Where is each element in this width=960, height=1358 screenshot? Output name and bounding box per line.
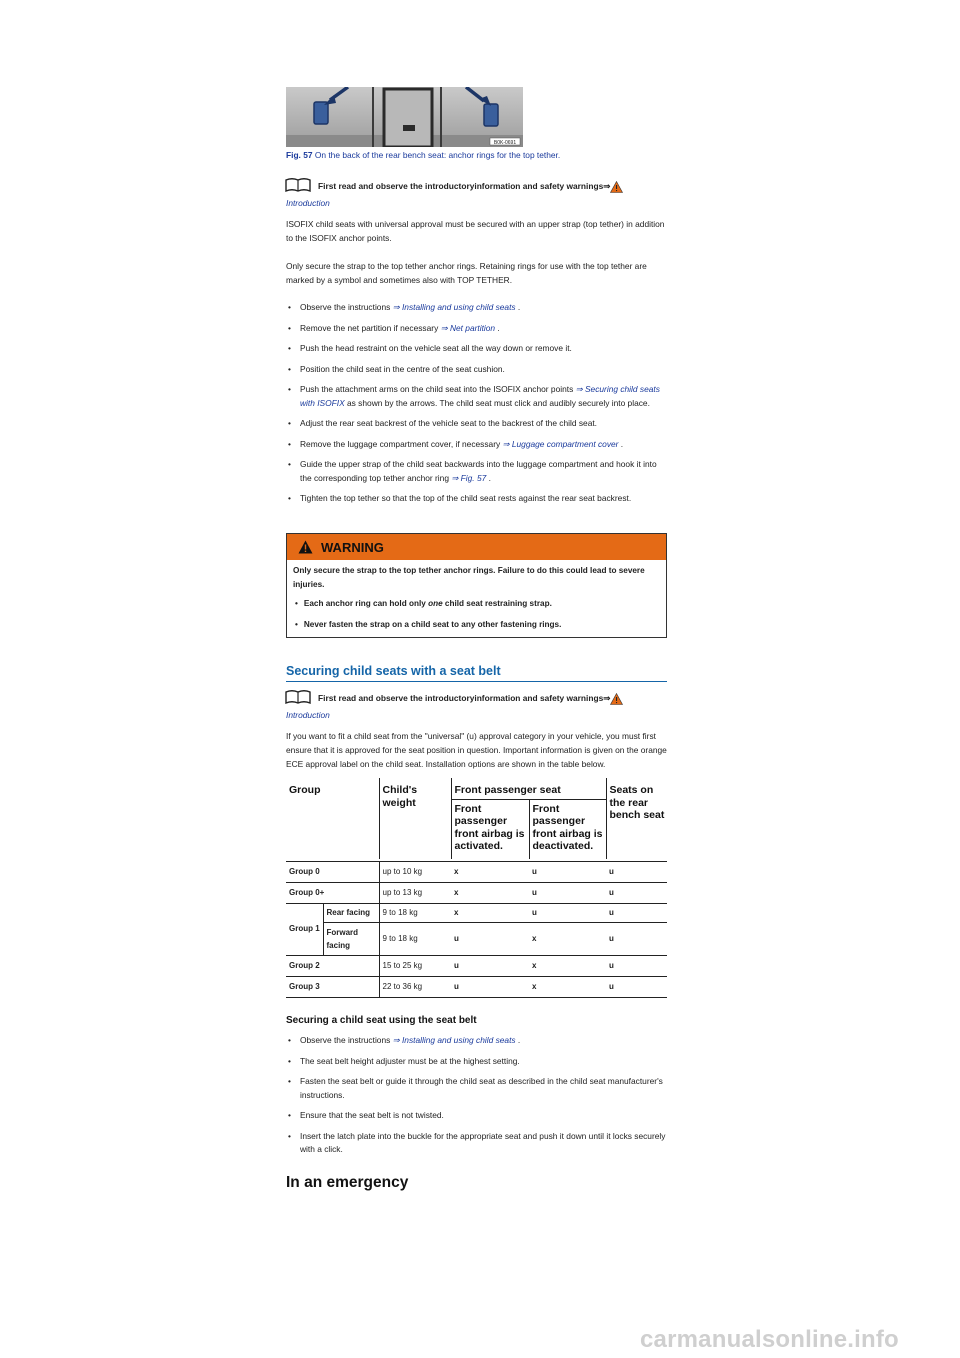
table-row: Group 0+ up to 13 kg x u u <box>286 882 667 903</box>
figure-image <box>286 87 523 147</box>
isofix-paragraph: ISOFIX child seats with universal approval must be secured with an upper strap (top tether) in addition to the ISOFIX anchor points. <box>286 219 665 243</box>
figure-code: B0K-0691 <box>493 139 517 146</box>
link-installing-child-seats[interactable]: ⇒ Installing and using child seats <box>392 1035 516 1045</box>
subtitle-seat-belt: Securing a child seat using the seat belt <box>286 1015 477 1026</box>
header-front-passenger: Front passenger seat <box>451 778 606 799</box>
warning-triangle-icon <box>610 181 623 193</box>
figure-caption-text: On the back of the rear bench seat: anchor rings for the top tether. <box>314 150 561 160</box>
list-item: • Adjust the rear seat backrest of the vehicle seat to the backrest of the child seat. <box>286 417 670 431</box>
list-item: • Push the head restraint on the vehicle seat all the way down or remove it. <box>286 342 670 356</box>
list-item: • Push the attachment arms on the child seat into the ISOFIX anchor points ⇒ Securing child seats with ISOFIX as shown by the arrows. The child seat must click and audibly securely into place. <box>286 383 670 410</box>
list-item: • Position the child seat in the centre of the seat cushion. <box>286 363 670 377</box>
warning-title: WARNING <box>321 539 384 555</box>
list-item: • Tighten the top tether so that the top of the child seat rests against the rear seat backrest. <box>286 492 670 506</box>
child-seat-table <box>286 778 667 998</box>
list-item: • Observe the instructions ⇒ Installing and using child seats . <box>286 1034 670 1048</box>
header-weight: Child's weight <box>379 778 451 859</box>
list-item: • Ensure that the seat belt is not twisted. <box>286 1109 670 1123</box>
list-item: • The seat belt height adjuster must be at the highest setting. <box>286 1055 670 1069</box>
table-row: Group 1 Rear facing 9 to 18 kg x u u <box>286 903 667 922</box>
header-rear-seats: Seats on the rear bench seat <box>606 778 667 859</box>
header-airbag-on: Front passenger front airbag is activated. <box>451 799 529 859</box>
header-group: Group <box>289 784 321 796</box>
installation-steps <box>286 301 670 506</box>
warning-bullet: • Never fasten the strap on a child seat to any other fastening rings. <box>295 620 562 629</box>
heading-emergency: In an emergency <box>286 1174 409 1191</box>
warning-triangle-icon <box>610 693 623 705</box>
note-introduction-link[interactable]: Introduction <box>286 710 330 720</box>
list-item: • Fasten the seat belt or guide it through the child seat as described in the child seat manufacturer's instructions. <box>286 1075 670 1102</box>
warning-text: Only secure the strap to the top tether anchor rings. Failure to do this could lead to severe injuries. <box>293 566 645 589</box>
list-item: • Remove the net partition if necessary ⇒ Net partition . <box>286 322 670 336</box>
warning-header <box>287 534 666 560</box>
table-row: Group 2 15 to 25 kg u x u <box>286 955 667 976</box>
list-item: • Remove the luggage compartment cover, if necessary ⇒ Luggage compartment cover . <box>286 438 670 452</box>
warning-bullet: • Each anchor ring can hold only one child seat restraining strap. <box>295 599 552 608</box>
anchor-rings-paragraph: Only secure the strap to the top tether anchor rings. Retaining rings for use with the top tether are marked by a symbol and sometimes also with TOP TETHER. <box>286 261 647 285</box>
link-securing-isofix[interactable]: ⇒ Securing child seats with ISOFIX <box>300 384 660 408</box>
list-item: • Insert the latch plate into the buckle for the appropriate seat and push it down until it locks securely with a click. <box>286 1130 670 1157</box>
table-row: Group 0 up to 10 kg x u u <box>286 861 667 882</box>
list-item: • Observe the instructions ⇒ Installing and using child seats . <box>286 301 670 315</box>
table-row: Forward facing 9 to 18 kg u x u <box>286 922 667 955</box>
warning-box <box>286 533 667 638</box>
link-fig-57[interactable]: ⇒ Fig. 57 <box>451 472 487 483</box>
note-arrow: ⇒ <box>603 181 611 191</box>
seat-belt-steps <box>286 1034 670 1157</box>
note-text: First read and observe the introductoryinformation and safety warnings <box>318 181 604 191</box>
note-introduction-link[interactable]: Introduction <box>286 198 330 208</box>
note-text: First read and observe the introductoryinformation and safety warnings <box>318 693 604 703</box>
warning-icon <box>298 540 313 554</box>
section-title-seat-belt: Securing child seats with a seat belt <box>286 664 667 682</box>
note-read-first <box>286 692 670 705</box>
list-item: • Guide the upper strap of the child seat backwards into the luggage compartment and hook it into the corresponding top tether anchor ring ⇒ Fig. 57 . <box>286 458 670 485</box>
universal-approval-paragraph: If you want to fit a child seat from the "universal" (u) approval category in your vehicle, you must first ensure that it is approved for the seat position in question. Important information is given on the orange ECE approval label on the child seat. Installation options are shown in the table below. <box>286 731 667 769</box>
link-net-partition[interactable]: ⇒ Net partition <box>440 322 496 333</box>
table-row: Group 3 22 to 36 kg u x u <box>286 976 667 997</box>
link-luggage-cover[interactable]: ⇒ Luggage compartment cover <box>502 438 619 449</box>
note-read-first <box>286 180 670 193</box>
watermark: carmanualsonline.info <box>640 1326 899 1353</box>
figure-label: Fig. 57 <box>286 150 313 160</box>
figure-caption <box>286 148 686 162</box>
rear-bench-illustration <box>286 87 523 147</box>
note-arrow: ⇒ <box>603 693 611 703</box>
link-installing-child-seats[interactable]: ⇒ Installing and using child seats <box>392 302 516 312</box>
header-airbag-off: Front passenger front airbag is deactivated. <box>529 799 606 859</box>
